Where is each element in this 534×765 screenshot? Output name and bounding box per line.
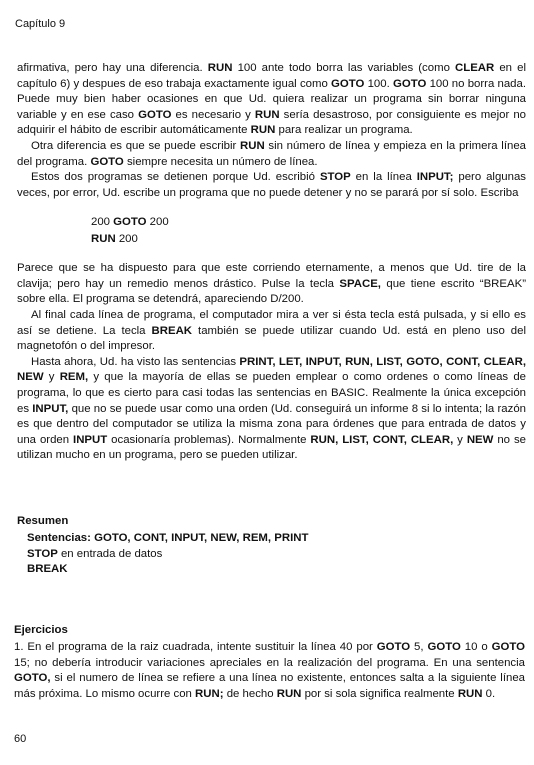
bold-keyword: CLEAR	[455, 62, 495, 74]
text-run: y	[453, 433, 467, 446]
bold-keyword: GOTO	[138, 108, 172, 121]
bold-keyword: BREAK	[151, 324, 193, 337]
paragraph	[17, 139, 526, 170]
bold-keyword: GOTO	[331, 77, 365, 90]
text-run: pero algunas veces, por error, Ud. escribe un programa que no puede detener y no se parará por sí solo. Escriba	[17, 171, 526, 199]
bold-keyword: RUN	[91, 232, 116, 245]
text-run: 100.	[364, 77, 393, 90]
bold-keyword: INPUT;	[416, 171, 454, 184]
text-run: que tiene escrito “BREAK” sobre ella. El programa se detendrá, apareciendo D/200.	[17, 277, 526, 306]
bold-keyword: REM,	[59, 371, 89, 384]
text-run: Al final cada línea de programa, el computador mira a ver si ésta tecla está pulsada, y si ello es así se detiene. La tecla	[17, 308, 526, 337]
bold-keyword: GOTO	[393, 77, 427, 90]
bold-keyword: NEW	[466, 433, 494, 446]
text-run: 100 no borra nada. Puede muy bien haber ocasiones en que Ud. quiera realizar un programa sin borrar ninguna variable y en ese caso	[17, 77, 527, 121]
bold-keyword: RUN	[457, 687, 483, 700]
text-run: 15; no debería introducir variaciones apreciales en la realización del programa. En una sentencia	[14, 656, 525, 669]
text-run: Parece que se ha dispuesto para que este corriendo eternamente, a menos que Ud. tire de la clavija; pero hay un remedio menos drástico. Pulse la tecla	[17, 262, 526, 290]
text-run: en entrada de datos	[57, 547, 163, 560]
bold-keyword: RUN	[276, 687, 302, 700]
body-text	[17, 61, 526, 464]
bold-keyword: STOP	[27, 547, 58, 560]
text-run: 100 ante todo borra las variables (como	[232, 62, 456, 74]
bold-keyword: SPACE,	[339, 277, 381, 290]
text-run: y	[43, 371, 60, 384]
paragraph	[17, 61, 526, 139]
bold-keyword: RUN;	[195, 687, 224, 700]
text-run: 200	[91, 216, 114, 229]
text-run: es necesario y	[171, 108, 255, 121]
text-run: siempre necesita un número de línea.	[123, 155, 318, 168]
paragraph	[17, 355, 526, 464]
bold-keyword: GOTO,	[14, 672, 51, 685]
bold-keyword: RUN	[207, 62, 233, 74]
code-line	[91, 231, 526, 247]
text-run: de hecho	[223, 687, 277, 700]
text-run: no se utilizan mucho en un programa, pero se pueden utilizar.	[17, 433, 526, 462]
bold-keyword: RUN, LIST, CONT, CLEAR,	[310, 433, 454, 446]
paragraph	[17, 170, 526, 201]
bold-keyword: GOTO	[376, 641, 411, 653]
bold-keyword: INPUT	[73, 433, 108, 446]
bold-keyword: GOTO	[90, 155, 124, 168]
exercise-item	[14, 640, 525, 702]
bold-keyword: PRINT, LET, INPUT, RUN, LIST, GOTO, CONT, CLEAR, NEW	[17, 355, 526, 384]
chapter-header: Capítulo 9	[15, 18, 66, 30]
paragraph	[17, 308, 526, 355]
bold-keyword: RUN	[254, 108, 280, 121]
bold-keyword: RUN	[250, 124, 276, 137]
text-run: Estos dos programas se detienen porque Ud. escribió	[31, 171, 320, 184]
page-number: 60	[14, 733, 27, 745]
text-run: ocasionaría problemas). Normalmente	[107, 433, 311, 446]
exercises-title: Ejercicios	[14, 624, 68, 636]
bold-keyword: RUN	[240, 139, 265, 152]
bold-keyword: STOP	[319, 171, 351, 184]
bold-keyword: BREAK	[27, 563, 68, 576]
text-run: en el capítulo 6) y despues de eso trabaja exactamente igual como	[17, 62, 526, 90]
code-block	[91, 214, 526, 247]
bold-keyword: GOTO	[427, 641, 461, 653]
text-run: Hasta ahora, Ud. ha visto las sentencias	[31, 355, 240, 368]
text-run: 1. En el programa de la raiz cuadrada, intente sustituir la línea 40 por	[14, 641, 377, 653]
bold-keyword: Sentencias: GOTO, CONT, INPUT, NEW, REM, PRINT	[27, 532, 309, 544]
text-run: afirmativa, pero hay una diferencia.	[17, 62, 208, 74]
text-run: Otra diferencia es que se puede escribir	[31, 139, 240, 152]
text-run: si el numero de línea se refiere a una línea no existente, entonces salta a la siguiente línea más próxima. Lo mismo ocurre con	[14, 672, 525, 700]
summary-title: Resumen	[17, 515, 69, 527]
text-run: 200	[115, 232, 138, 245]
paragraph	[17, 261, 526, 308]
summary-line	[27, 547, 308, 563]
text-run: que no se puede usar como una orden (Ud. conseguirá un informe 8 si lo intenta; la razón es que dentro del computador se utiliza la misma zona para órdenes que para entrada de datos y una orden	[17, 402, 526, 446]
text-run: sin número de línea y empieza en la primera línea del programa.	[17, 139, 526, 168]
bold-keyword: GOTO	[491, 641, 525, 653]
text-run: en la línea	[350, 171, 417, 184]
summary-line	[27, 531, 308, 547]
code-line	[91, 214, 526, 230]
bold-keyword: GOTO	[113, 216, 147, 229]
summary-list	[27, 531, 308, 578]
summary-line	[27, 562, 308, 578]
text-run: y que la mayoría de ellas se pueden emplear o como ordenes o como líneas de programa, lo que es cierto para casi todas las sentencias en BASIC. Realmente la única excepción es	[17, 371, 526, 415]
text-run: para realizar un programa.	[275, 124, 413, 137]
text-run: sería desastroso, por consiguiente es mejor no adquirir el hábito de escribir automáticamente	[17, 108, 526, 137]
text-run: por si sola significa realmente	[301, 687, 458, 700]
bold-keyword: INPUT,	[32, 402, 69, 415]
text-run: 5,	[410, 641, 428, 653]
text-run: 0.	[482, 687, 496, 700]
text-run: también se puede utilizar cuando Ud. está en pleno uso del magnetofón o del impresor.	[17, 324, 526, 353]
text-run: 200	[146, 216, 169, 229]
text-run: 10 o	[460, 641, 492, 653]
